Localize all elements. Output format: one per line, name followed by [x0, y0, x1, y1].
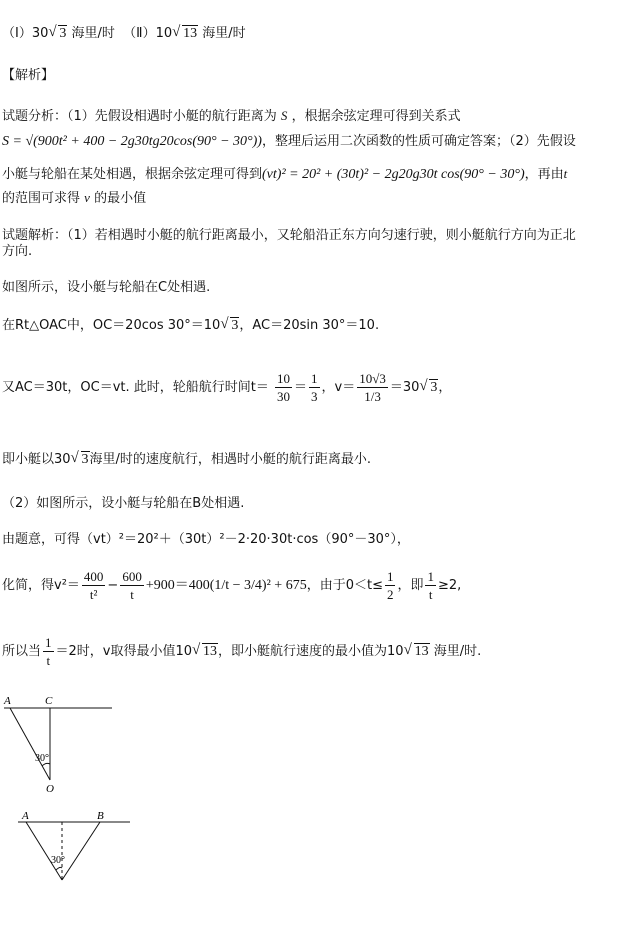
solution-line-3: 在Rt△OAC中，OC＝20cos 30°＝10√ 3，AC＝20sin 30°＝10. — [2, 316, 379, 336]
var-s: S — [280, 108, 288, 123]
analysis-line-1: 试题分析：（1）先假设相遇时小艇的航行距离为 S ，根据余弦定理可得到关系式 — [2, 108, 461, 124]
label-b: B — [97, 810, 104, 822]
answer-line — [2, 24, 246, 44]
label-a: A — [22, 810, 29, 822]
formula-cosine-law: (vt)² = 20² + (30t)² − 2g20g30t cos(90° − 30°) — [262, 167, 525, 182]
solution-line-8: 化简，得v²＝ $\frac{400}{\text{t²}}$ − $\frac{600}{t}$ +900＝400(1/t − 3/4)² + 675，由于0＜t≤ $\frac{1}{2}$ ，即 $\frac{1}{t}$ ≥2, — [2, 569, 462, 602]
solution-line-6: （2）如图所示，设小艇与轮船在B处相遇. — [2, 496, 245, 511]
answer-part2-unit: 海里/时 — [198, 26, 246, 41]
answer-part2-label: （Ⅱ）10 — [123, 26, 173, 41]
solution-line-5: 即小艇以30√ 3海里/时的速度航行，相遇时小艇的航行距离最小. — [2, 450, 371, 470]
figure-1-triangle — [0, 690, 130, 800]
label-o: O — [46, 783, 54, 795]
answer-part1-label: （Ⅰ）30 — [2, 26, 49, 41]
figure-2-triangle — [0, 808, 140, 898]
label-a: A — [4, 695, 11, 707]
sqrt-symbol: √ 13 — [173, 24, 198, 44]
analysis-line-4: 的范围可求得 v 的最小值 — [2, 190, 147, 206]
solution-line-4: 又AC＝30t，OC＝vt. 此时，轮船航行时间t＝ $\frac{10}{30}$ ＝ $\frac{1}{3}$ ，v＝ $\frac{10√3}{1/3}$ ＝30√ 3， — [2, 370, 451, 406]
solution-line-1b: 方向. — [2, 244, 33, 259]
solution-line-9: 所以当 $\frac{1}{t}$ ＝2时，v取得最小值10√ 13，即小艇航行速度的最小值为10√ 13 海里/时. — [2, 634, 481, 670]
analysis-line-3: 小艇与轮船在某处相遇，根据余弦定理可得到(vt)² = 20² + (30t)² − 2g20g30t cos(90° − 30°)，再由t — [2, 166, 568, 182]
solution-line-7: 由题意，可得（vt）²＝20²＋（30t）²－2·20·30t·cos（90°－30°）， — [2, 532, 410, 547]
angle-label: 30° — [51, 855, 65, 866]
answer-part1-unit: 海里/时 — [67, 26, 115, 41]
analysis-line-2: S = √(900t² + 400 − 2g30tg20cos(90° − 30°))，整理后运用二次函数的性质可确定答案；（2）先假设 — [2, 134, 576, 149]
label-c: C — [45, 695, 53, 707]
sqrt-symbol: √ 3 — [49, 24, 67, 44]
solution-line-2: 如图所示，设小艇与轮船在C处相遇. — [2, 280, 211, 295]
angle-label: 30° — [35, 753, 49, 764]
solution-line-1: 试题解析：（1）若相遇时小艇的航行距离最小，又轮船沿正东方向匀速行驶，则小艇航行方向为正北 — [2, 228, 576, 243]
formula-distance: S = √(900t² + 400 − 2g30tg20cos(90° − 30°)) — [2, 134, 262, 149]
analysis-heading: 【解析】 — [2, 68, 55, 83]
